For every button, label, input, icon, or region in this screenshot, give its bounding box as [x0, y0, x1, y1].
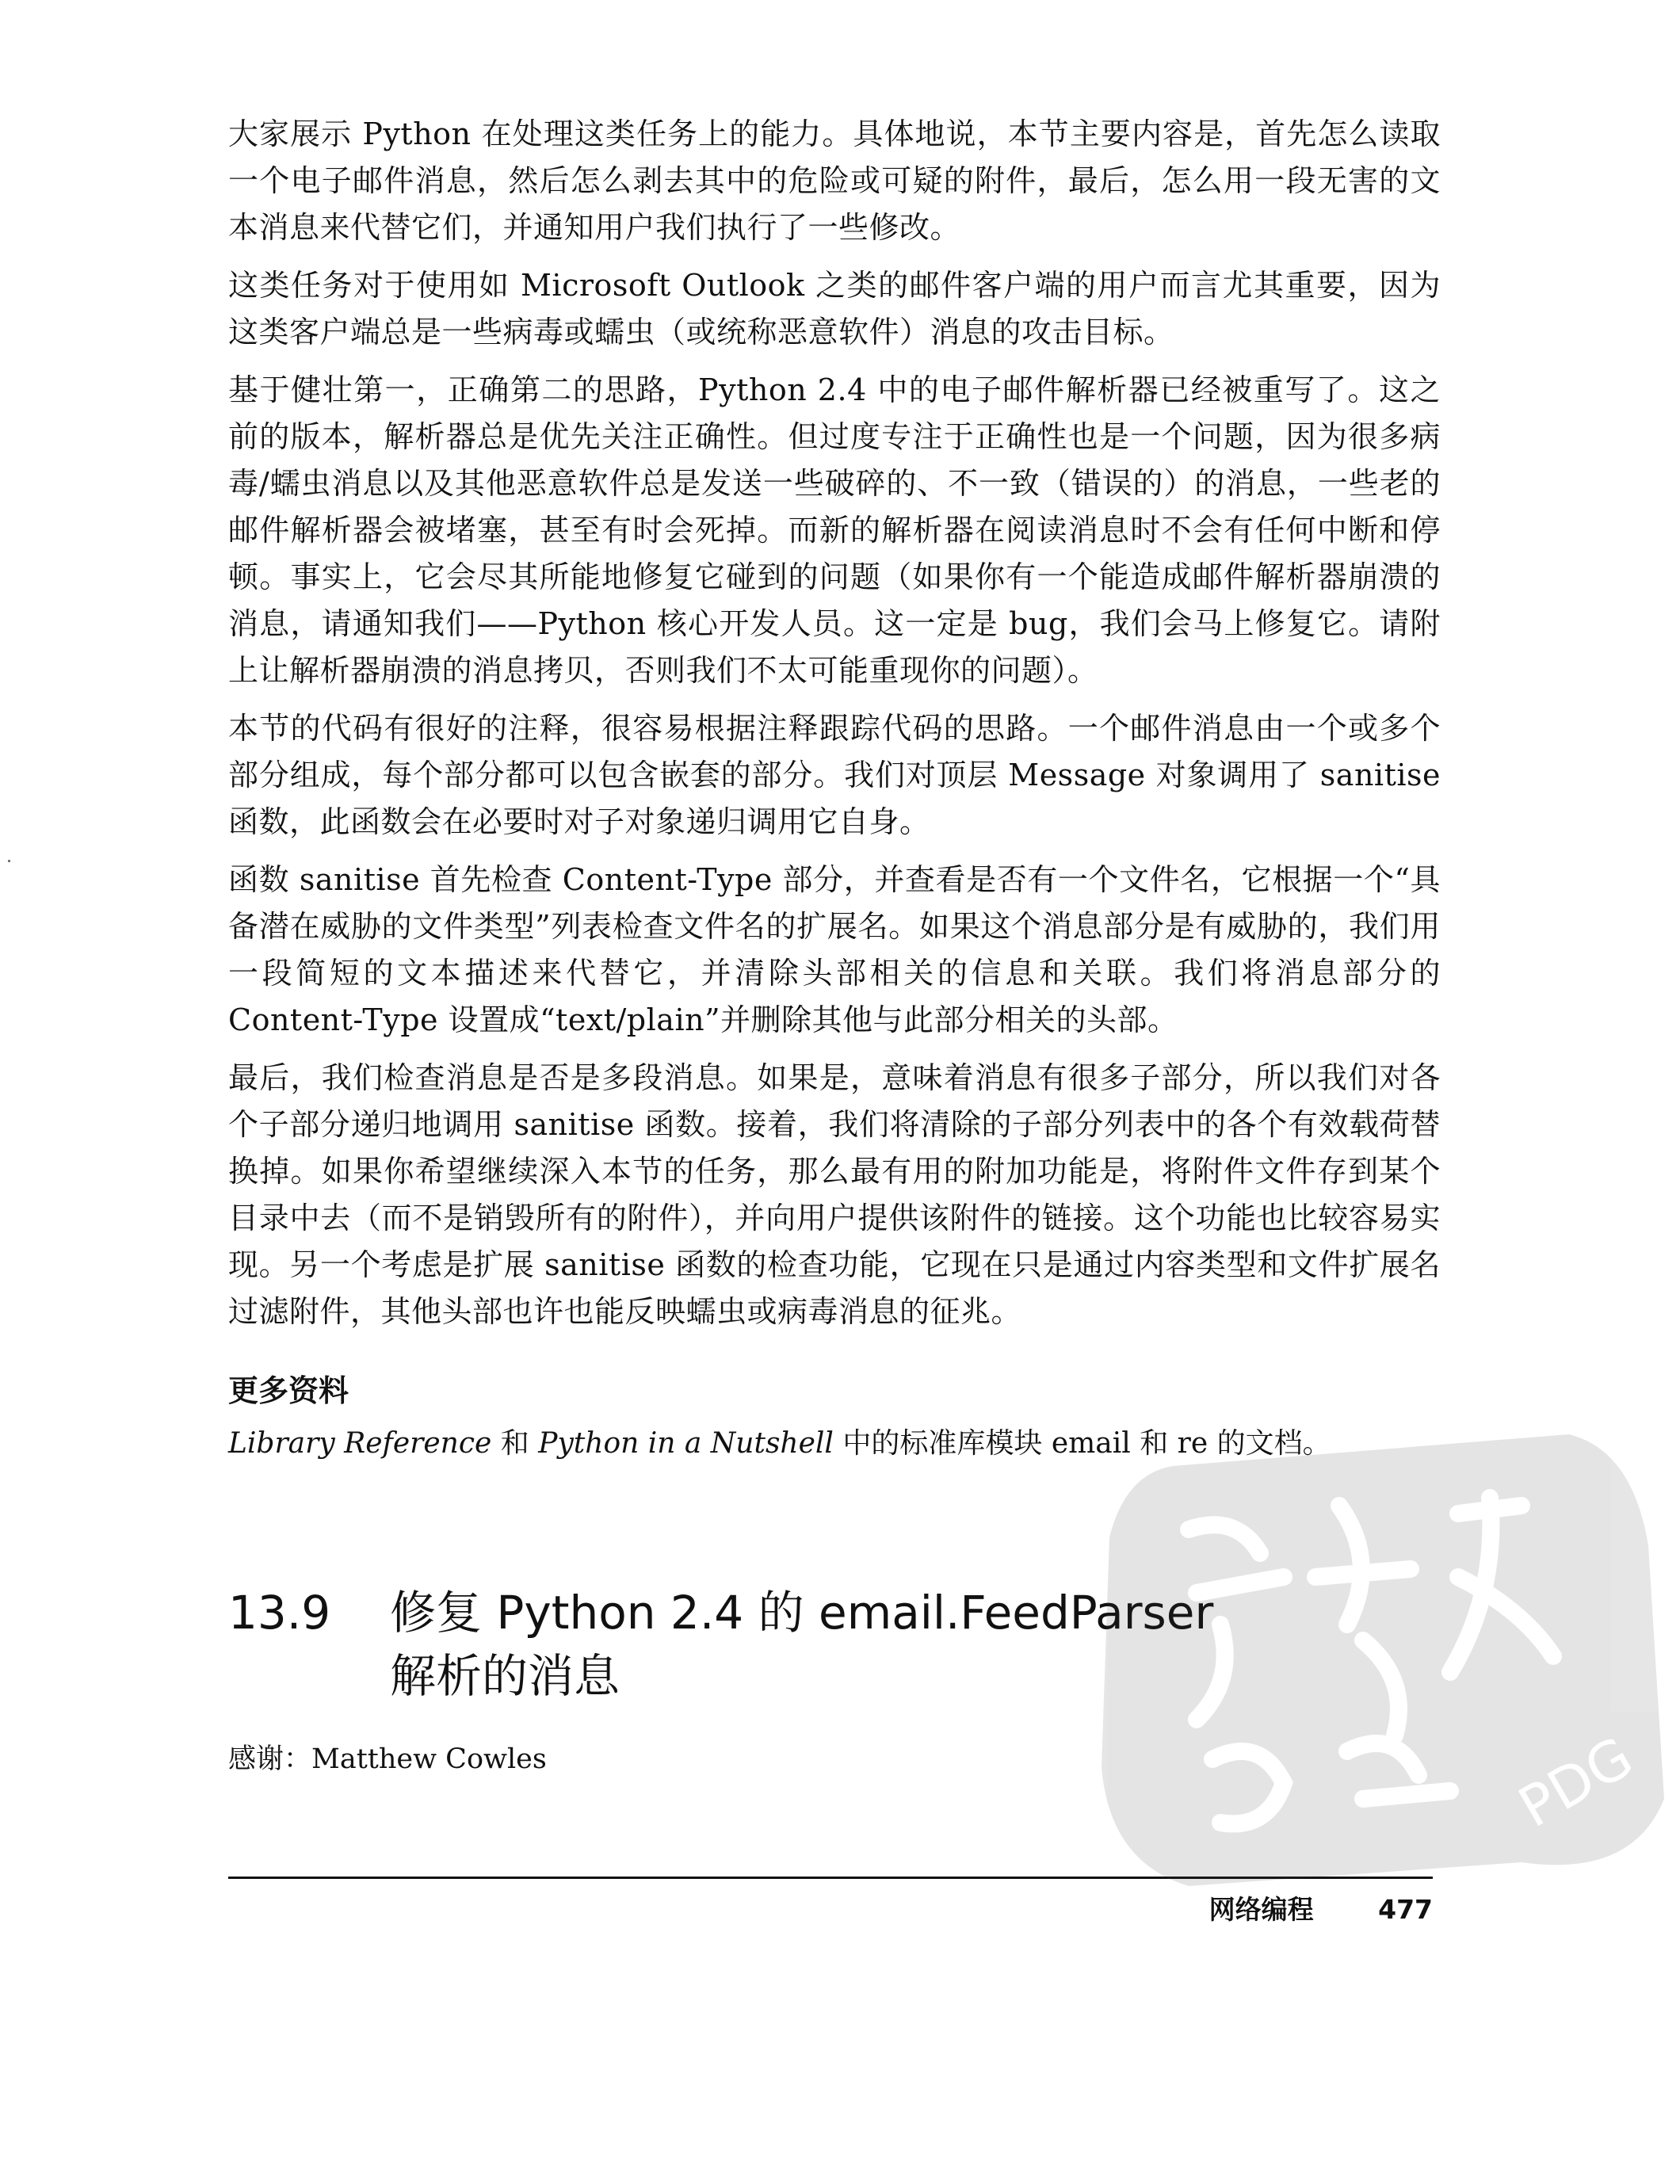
page-footer: [1209, 1890, 1433, 1930]
book-title-python-nutshell: Python in a Nutshell: [538, 1427, 834, 1460]
paragraph-sanitise: 函数 sanitise 首先检查 Content-Type 部分，并查看是否有一个文件名，它根据一个“具备潜在威胁的文件类型”列表检查文件名的扩展名。如果这个消息部分是有威胁的，我们用一段简短的文本描述来代替它，并清除头部相关的信息和关联。我们将消息部分的 Content-Type 设置成“text/plain”并删除其他与此部分相关的头部。: [228, 862, 1441, 1037]
paragraph-comments: 本节的代码有很好的注释，很容易根据注释跟踪代码的思路。一个邮件消息由一个或多个部分组成，每个部分都可以包含嵌套的部分。我们对顶层 Message 对象调用了 sanitise 函数，此函数会在必要时对子对象递归调用它自身。: [228, 711, 1441, 839]
further-info-rest: 中的标准库模块 email 和 re 的文档。: [833, 1427, 1331, 1460]
paragraph-outlook: 这类任务对于使用如 Microsoft Outlook 之类的邮件客户端的用户而言尤其重要，因为这类客户端总是一些病毒或蠕虫（或统称恶意软件）消息的攻击目标。: [228, 268, 1441, 349]
book-title-library-reference: Library Reference: [228, 1427, 492, 1460]
watermark-text: PDG: [1507, 1724, 1644, 1841]
paragraph-parser: 基于健壮第一，正确第二的思路，Python 2.4 中的电子邮件解析器已经被重写了。这之前的版本，解析器总是优先关注正确性。但过度专注于正确性也是一个问题，因为很多病毒/蠕虫消息以及其他恶意软件总是发送一些破碎的、不一致（错误的）的消息，一些老的邮件解析器会被堵塞，甚至有时会死掉。而新的解析器在阅读消息时不会有任何中断和停顿。事实上，它会尽其所能地修复它碰到的问题（如果你有一个能造成邮件解析器崩溃的消息，请通知我们——Python 核心开发人员。这一定是 bug，我们会马上修复它。请附上让解析器崩溃的消息拷贝，否则我们不太可能重现你的问题）。: [228, 372, 1441, 688]
footer-chapter-name: 网络编程: [1208, 1894, 1314, 1925]
paragraph-intro: 大家展示 Python 在处理这类任务上的能力。具体地说，本节主要内容是，首先怎么读取一个电子邮件消息，然后怎么剥去其中的危险或可疑的附件，最后，怎么用一段无害的文本消息来代替它们，并通知用户我们执行了一些修改。: [228, 116, 1441, 245]
credits-line: 感谢：Matthew Cowles: [228, 1743, 547, 1775]
section-title-line-1: 修复 Python 2.4 的 email.FeedParser: [390, 1586, 1214, 1640]
further-info-heading: 更多资料: [228, 1373, 349, 1408]
section-title-line-2: 解析的消息: [390, 1649, 620, 1703]
section-number: 13.9: [228, 1586, 331, 1640]
scan-speck: [8, 860, 10, 862]
further-info-conjunction: 和: [491, 1427, 539, 1460]
pdg-watermark-seal: [1078, 1418, 1680, 1894]
body-text: [228, 111, 1441, 1467]
paragraph-multipart: 最后，我们检查消息是否是多段消息。如果是，意味着消息有很多子部分，所以我们对各个子部分递归地调用 sanitise 函数。接着，我们将清除的子部分列表中的各个有效载荷替换掉。如果你希望继续深入本节的任务，那么最有用的附加功能是，将附件文件存到某个目录中去（而不是销毁所有的附件），并向用户提供该附件的链接。这个功能也比较容易实现。另一个考虑是扩展 sanitise 函数的检查功能，它现在只是通过内容类型和文件扩展名过滤附件，其他头部也许也能反映蠕虫或病毒消息的征兆。: [228, 1060, 1441, 1329]
page-number: 477: [1378, 1894, 1433, 1925]
